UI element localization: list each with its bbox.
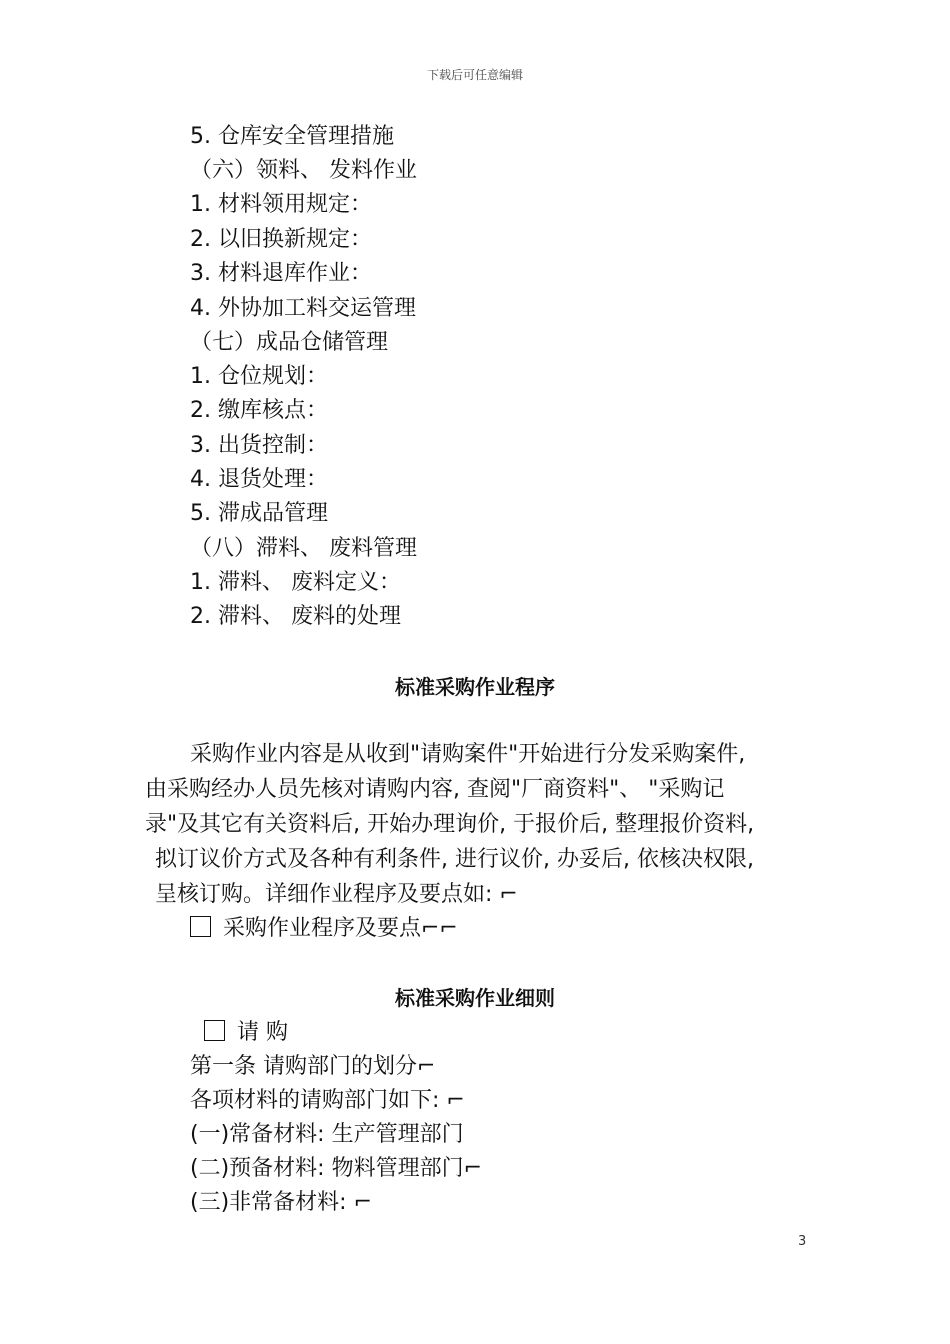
paragraph-line: 呈核订购。详细作业程序及要点如: ⌐	[155, 882, 518, 907]
outline-line: 3. 材料退库作业：	[190, 261, 372, 286]
outline-line: 5. 仓库安全管理措施	[190, 124, 394, 149]
checkbox-item-label: 请 购	[237, 1020, 288, 1045]
checkbox-item	[204, 1019, 288, 1047]
body-line: (二)预备材料: 物料管理部门⌐	[190, 1156, 483, 1181]
checkbox-item	[190, 915, 458, 943]
outline-line: 3. 出货控制：	[190, 433, 328, 458]
outline-line: 5. 滞成品管理	[190, 501, 328, 526]
outline-line: 1. 仓位规划：	[190, 364, 328, 389]
body-line: (一)常备材料: 生产管理部门	[190, 1122, 464, 1147]
checkbox-square-icon	[190, 916, 211, 937]
outline-line: 1. 滞料、 废料定义：	[190, 570, 401, 595]
outline-line: 4. 外协加工料交运管理	[190, 296, 416, 321]
paragraph-line: 由采购经办人员先核对请购内容, 查阅"厂商资料"、 "采购记	[145, 777, 725, 802]
outline-line: （八）滞料、 废料管理	[190, 536, 417, 561]
section-title: 标准采购作业程序	[395, 675, 555, 699]
outline-line: 1. 材料领用规定：	[190, 192, 372, 217]
page-header: 下载后可任意编辑	[426, 68, 523, 82]
body-line: 各项材料的请购部门如下: ⌐	[190, 1088, 465, 1113]
checkbox-item-label: 采购作业程序及要点⌐⌐	[223, 916, 458, 941]
page-number: 3	[798, 1234, 807, 1249]
paragraph-line: 拟订议价方式及各种有利条件, 进行议价, 办妥后, 依核决权限,	[155, 847, 754, 872]
paragraph-line: 采购作业内容是从收到"请购案件"开始进行分发采购案件,	[190, 742, 746, 767]
outline-line: （七）成品仓储管理	[190, 330, 389, 355]
section-title: 标准采购作业细则	[395, 986, 555, 1010]
outline-line: 2. 以旧换新规定：	[190, 227, 372, 252]
outline-line: 2. 滞料、 废料的处理	[190, 604, 401, 629]
checkbox-square-icon	[204, 1020, 225, 1041]
outline-line: 4. 退货处理：	[190, 467, 328, 492]
outline-line: 2. 缴库核点：	[190, 398, 328, 423]
body-line: (三)非常备材料: ⌐	[190, 1190, 373, 1215]
outline-line: （六）领料、 发料作业	[190, 158, 417, 183]
paragraph-line: 录"及其它有关资料后, 开始办理询价, 于报价后, 整理报价资料,	[145, 812, 755, 837]
body-line: 第一条 请购部门的划分⌐	[190, 1054, 436, 1079]
